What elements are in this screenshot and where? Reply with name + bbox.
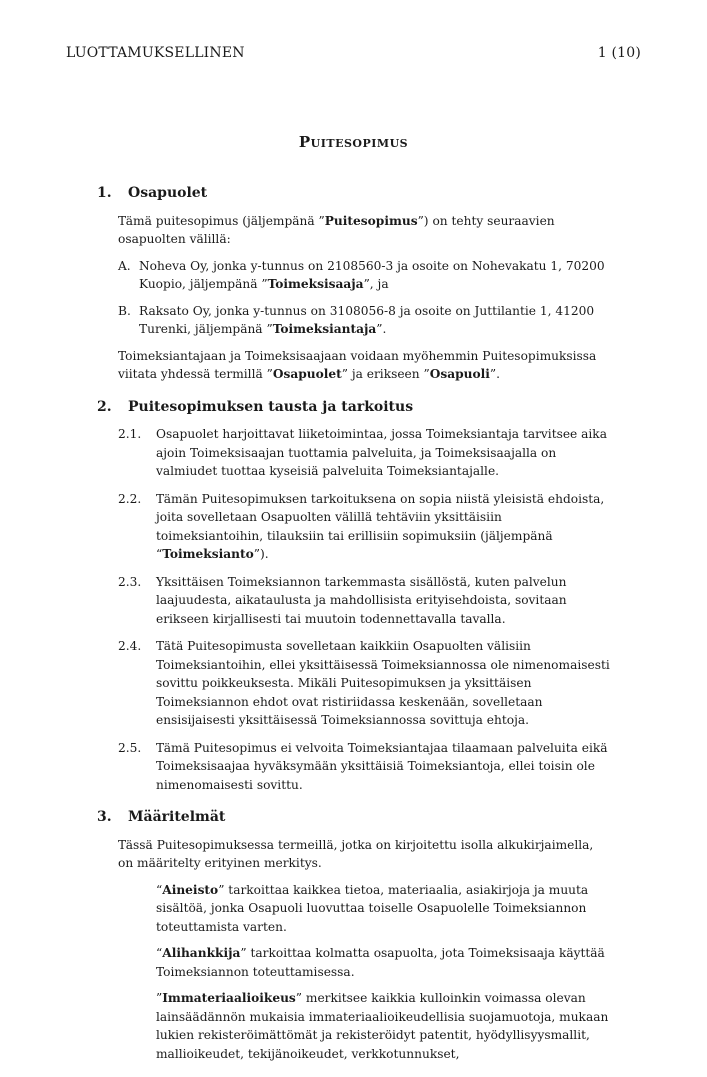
item-number: 2.2. <box>118 491 142 506</box>
text-run: ”) on tehty seuraavien osapuolten välillä: <box>118 213 555 246</box>
paragraph <box>118 212 612 249</box>
section-number: 2. <box>97 398 112 415</box>
numbered-item <box>118 637 612 730</box>
document-body <box>97 184 612 1077</box>
text-run: ”). <box>253 547 269 561</box>
party-text <box>139 257 612 294</box>
text-run: “ <box>156 946 163 960</box>
section-number: 3. <box>97 809 112 825</box>
paragraph <box>118 347 612 384</box>
party-label: A. <box>118 258 131 273</box>
defined-term: Osapuolet <box>272 367 342 381</box>
section-heading <box>97 808 612 827</box>
party-item <box>118 302 612 339</box>
text-run: Noheva Oy, jonka y-tunnus on 2108560-3 ja osoite on Nohevakatu 1, 70200 Kuopio, jäljempänä ” <box>139 258 605 291</box>
defined-term: Puitesopimus <box>324 213 418 228</box>
text-run: Tämä Puitesopimus ei velvoita Toimeksiantajaa tilaamaan palveluita eikä Toimeksisaajaa hyväksymään yksittäisiä Toimeksiantoja, ellei toisin ole nimenomaisesti sovittu. <box>156 740 608 792</box>
section-1 <box>97 184 612 384</box>
text-run: Tätä Puitesopimusta sovelletaan kaikkiin Osapuolten välisiin Toimeksiantoihin, ellei yksittäisessä Toimeksiannossa ole nimenomaisesti sovittu poikkeuksesta. Mikäli Puitesopimuksen ja yksittäisen Toimeksiannon ehdot ovat ristiriidassa keskenään, sovelletaan ensisijaisesti yksittäisessä Toimeksiannossa sovittuja ehtoja. <box>156 639 610 727</box>
text-run: ” merkitsee kaikkia kulloinkin voimassa olevan lainsäädännön mukaisia immateriaalioikeudellisia suojamuotoja, mukaan lukien rekisteröimättömät ja rekisteröidyt patentit, hyödyllisyysmallit, mallioikeudet, tekijänoikeudet, verkkotunnukset, <box>156 991 609 1061</box>
text-run: ”. <box>489 367 500 381</box>
defined-term: Alihankkija <box>162 946 241 960</box>
page-number: 1 (10) <box>597 45 641 61</box>
section-heading <box>97 398 612 417</box>
party-item <box>118 257 612 294</box>
item-text <box>156 739 612 795</box>
text-run: ”. <box>376 322 387 336</box>
item-number: 2.4. <box>118 639 142 653</box>
text-run: ” tarkoittaa kolmatta osapuolta, jota Toimeksisaaja käyttää Toimeksiannon toteuttamisessa. <box>156 946 605 979</box>
text-run: Tämän Puitesopimuksen tarkoituksena on sopia niistä yleisistä ehdoista, joita sovelletaan Osapuolten välillä tehtäviin yksittäisiin toimeksiantoihin, tilauksiin tai erillisiin sopimuksiin (jäljempänä “ <box>156 491 605 561</box>
text-run: Yksittäisen Toimeksiannon tarkemmasta sisällöstä, kuten palvelun laajuudesta, aikataulusta ja mahdollisista erityisehdoista, sovitaan erikseen kirjallisesti tai muutoin todennettavalla tavalla. <box>156 574 567 626</box>
item-number: 2.3. <box>118 574 142 589</box>
party-text <box>139 302 612 339</box>
definition <box>156 881 612 937</box>
defined-term: Immateriaalioikeus <box>162 991 296 1005</box>
defined-term: Toimeksiantaja <box>272 322 377 336</box>
defined-term: Aineisto <box>162 882 219 897</box>
item-text <box>156 425 612 481</box>
text-run: ” tarkoittaa kaikkea tietoa, materiaalia, asiakirjoja ja muuta sisältöä, jonka Osapuoli luovuttaa toiselle Osapuolelle Toimeksiannon toteuttamista varten. <box>156 882 589 934</box>
numbered-item <box>118 573 612 629</box>
text-run: ” ja erikseen ” <box>341 367 430 381</box>
text-run: Tämä puitesopimus (jäljempänä ” <box>118 213 325 228</box>
numbered-item <box>118 739 612 795</box>
numbered-item <box>118 490 612 564</box>
numbered-item <box>118 425 612 481</box>
section-title: Puitesopimuksen tausta ja tarkoitus <box>128 398 414 415</box>
section-title: Määritelmät <box>128 809 226 825</box>
item-text <box>156 637 612 730</box>
defined-term: Osapuoli <box>429 367 490 381</box>
party-label: B. <box>118 303 131 318</box>
confidential-label: LUOTTAMUKSELLINEN <box>66 45 245 61</box>
item-number: 2.5. <box>118 740 142 755</box>
item-text <box>156 573 612 629</box>
text-run: Raksato Oy, jonka y-tunnus on 3108056-8 ja osoite on Juttilantie 1, 41200 Turenki, jäljempänä ” <box>139 303 595 336</box>
section-3 <box>97 808 612 1063</box>
defined-term: Toimeksianto <box>162 547 254 561</box>
document-title: Puitesopimus <box>298 133 409 151</box>
definition <box>156 989 612 1063</box>
text-run: ”, ja <box>363 277 389 291</box>
section-title: Osapuolet <box>128 185 208 201</box>
text-run: Toimeksiantajaan ja Toimeksisaajaan voidaan myöhemmin Puitesopimuksissa viitata yhdessä termillä ” <box>118 348 597 381</box>
text-run: ” <box>156 991 163 1005</box>
section-number: 1. <box>97 185 112 201</box>
text-run: “ <box>156 882 163 897</box>
definition <box>156 944 612 981</box>
section-2 <box>97 398 612 795</box>
text-run: Osapuolet harjoittavat liiketoimintaa, jossa Toimeksiantaja tarvitsee aika ajoin Toimeksisaajan tuottamia palveluita, ja Toimeksisaajalla on valmiudet tuottaa kyseisiä palveluita Toimeksiantajalle. <box>156 427 607 478</box>
defined-term: Toimeksisaaja <box>267 277 364 291</box>
paragraph: Tässä Puitesopimuksessa termeillä, jotka on kirjoitettu isolla alkukirjaimella, on määritelty erityinen merkitys. <box>118 837 594 870</box>
section-heading <box>97 184 612 203</box>
item-number: 2.1. <box>118 427 142 441</box>
item-text <box>156 490 612 564</box>
